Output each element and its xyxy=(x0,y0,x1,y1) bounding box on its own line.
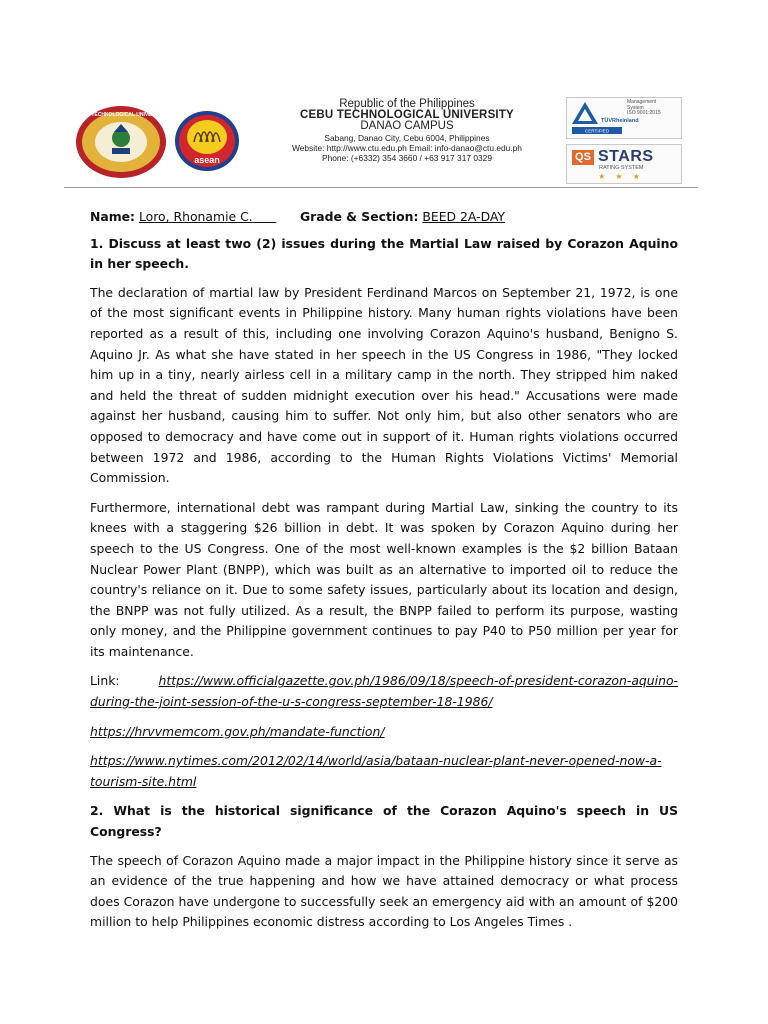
stars-label: STARS xyxy=(598,148,654,165)
seal-text: CEBU TECHNOLOGICAL UNIVERSITY xyxy=(75,112,167,118)
website-email-line: Website: http://www.ctu.edu.ph Email: info-danao@ctu.edu.ph xyxy=(292,143,522,154)
letterhead xyxy=(0,0,768,192)
mgmt-line-2: System xyxy=(627,104,644,111)
university-name: CEBU TECHNOLOGICAL UNIVERSITY xyxy=(300,109,514,122)
star-rating-icon: ★★★ xyxy=(598,172,650,181)
document-body xyxy=(90,207,678,942)
university-seal-logo xyxy=(74,104,168,180)
institution-block xyxy=(256,99,558,164)
mgmt-line-3: ISO 9001:2015 xyxy=(627,110,661,117)
mgmt-line-1: Management xyxy=(627,99,657,105)
qs-logo: QS xyxy=(572,150,594,165)
address-line: Sabang, Danao City, Cebu 6004, Philippines xyxy=(324,132,490,143)
hrvvmemcom-link[interactable]: https://hrvvmemcom.gov.ph/mandate-function/ xyxy=(90,723,385,739)
tuv-certified: CERTIFIED xyxy=(584,128,610,134)
answer-1-paragraph-1: The declaration of martial law by President Ferdinand Marcos on September 21, 1972, is one of the most significant events in Philippine history. Many human rights violations have been reported as a result of this, including one involving Corazon Aquino's husband, Benigno S. Aquino Jr. As what she have stated in her speech in the US Congress in 1986, "They locked him up in a tiny, nearly airless cell in a military camp in the north. They stripped him naked and held the threat of sudden midnight execution over his head." Accusations were made against her husband, causing him to suffer. Not only him, but also other senators who are opposed to democracy and have come out in support of it. Human rights violations occurred between 1972 and 1986, according to the Human Rights Violations Victims' Memorial Commission. xyxy=(90,284,678,486)
link-1-row xyxy=(90,671,678,692)
tuv-brand: TÜVRheinland xyxy=(601,118,639,124)
nytimes-link[interactable]: https://www.nytimes.com/2012/02/14/world/asia/bataan-nuclear-plant-never-opened-now-a- xyxy=(90,753,662,769)
name-label: Name: xyxy=(90,209,136,224)
officialgazette-link[interactable]: https://www.officialgazette.gov.ph/1986/09/18/speech-of-president-corazon-aquino- xyxy=(158,673,678,689)
question-2: 2. What is the historical significance of the Corazon Aquino's speech in US Congress? xyxy=(90,803,678,840)
republic-line: Republic of the Philippines xyxy=(339,98,475,110)
campus-name: DANAO CAMPUS xyxy=(360,120,454,133)
grade-label: Grade & Section: xyxy=(299,209,419,224)
phone-line: Phone: (+6332) 354 3660 / +63 917 317 0329 xyxy=(322,153,492,164)
grade-value: BEED 2A-DAY xyxy=(422,209,505,224)
answer-1-paragraph-2: Furthermore, international debt was rampant during Martial Law, sinking the country to its knees with a staggering $26 billion in debt. It was spoken by Corazon Aquino during her speech to the US Congress. One of the most well-known examples is the $2 billion Bataan Nuclear Power Plant (BNPP), which was built as an alternative to imported oil to reduce the country's reliance on it. Due to some safety issues, particularly about its location and design, the BNPP was not fully utilized. As a result, the BNPP failed to perform its purpose, wasting only money, and the Philippine government continues to pay P40 to P50 million per year for its maintenance. xyxy=(90,499,678,659)
tuv-certification-badge xyxy=(566,97,682,139)
nytimes-link-continued[interactable]: tourism-site.html xyxy=(90,773,197,789)
answer-2-paragraph: The speech of Corazon Aquino made a major impact in the Philippine history since it serve as an evidence of the true happening and how we have attained democracy or what process does Corazon have undergone to successfully seek an emergency aid with an amount of $200 million to help Philippines economic distress according to Los Angeles Times . xyxy=(90,852,678,930)
management-system-info xyxy=(627,100,681,117)
header-divider xyxy=(64,187,698,188)
name-value: Loro, Rhonamie C. xyxy=(138,209,253,224)
officialgazette-link-continued[interactable]: during-the-joint-session-of-the-u-s-congress-september-18-1986/ xyxy=(90,694,493,710)
link-label: Link: xyxy=(90,673,120,689)
stars-subtitle: RATING SYSTEM xyxy=(599,165,644,171)
student-info-line xyxy=(90,207,678,228)
asean-logo xyxy=(174,110,240,172)
qs-stars-badge xyxy=(566,144,682,184)
question-1: 1. Discuss at least two (2) issues during the Martial Law raised by Corazon Aquino in her speech. xyxy=(90,235,678,272)
asean-text: asean xyxy=(194,155,220,165)
